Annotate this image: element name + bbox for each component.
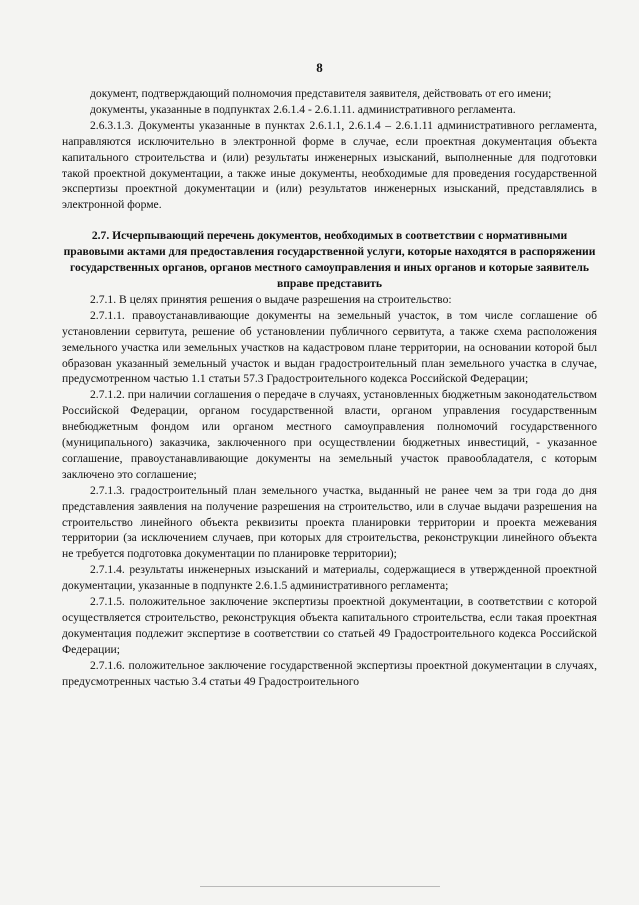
paragraph-2-7-1-4: 2.7.1.4. результаты инженерных изысканий и материалы, содержащиеся в утвержденной проектной документации, указанные в подпункте 2.6.1.5 административного регламента;: [62, 563, 597, 593]
section-gap: [62, 213, 597, 228]
paragraph-2-7-1-3: 2.7.1.3. градостроительный план земельного участка, выданный не ранее чем за три года до дня представления заявления на получение разрешения на строительство, или в случае выдачи разрешения на строительство линейного объекта реквизиты проекта планировки территории и проекта межевания территории (за исключением случаев, при которых для строительства, реконструкции линейного объекта не требуется подготовка документации по планировке территории);: [62, 483, 597, 561]
paragraph-2-7-1-6: 2.7.1.6. положительное заключение государственной экспертизы проектной документации в случаях, предусмотренных частью 3.4 статьи 49 Градостроительного: [62, 658, 597, 688]
paragraph-2-7-1-5: 2.7.1.5. положительное заключение экспертизы проектной документации, в соответствии с которой осуществляется строительство, реконструкция объекта капитального строительства, если такая проектная документация подлежит экспертизе в соответствии со статьей 49 Градостроительного кодекса Российской Федерации;: [62, 595, 597, 656]
scan-artifact-line: [200, 886, 440, 887]
paragraph-2-7-1-1: 2.7.1.1. правоустанавливающие документы на земельный участок, в том числе соглашение об установлении сервитута, решение об установлении публичного сервитута, а также схема расположения земельного участка или земельных участков на кадастровом плане территории, на основании которой был образован указанный земельный участок и выдан градостроительный план земельного участка в случае, предусмотренном частью 1.1 статьи 57.3 Градостроительного кодекса Российской Федерации;: [62, 308, 597, 386]
paragraph-representative-authority: документ, подтверждающий полномочия представителя заявителя, действовать от его имени;: [90, 87, 552, 100]
section-heading-2-7: 2.7. Исчерпывающий перечень документов, необходимых в соответствии с нормативными правовыми актами для предоставления государственной услуги, которые находятся в распоряжении государственных органов, органов местного самоуправления и иных органов и которые заявитель вправе представить: [63, 229, 596, 290]
paragraph-2-7-1: 2.7.1. В целях принятия решения о выдаче разрешения на строительство:: [90, 292, 452, 306]
document-body: [62, 86, 597, 690]
paragraph-documents-subpoints: документы, указанные в подпунктах 2.6.1.4 - 2.6.1.11. административного регламента.: [90, 102, 516, 116]
paragraph-2-6-3-1-3: 2.6.3.1.3. Документы указанные в пунктах 2.6.1.1, 2.6.1.4 – 2.6.1.11 административного регламента, направляются исключительно в электронной форме в случае, если проектная документация объекта капитального строительства и (или) результаты инженерных изысканий, выполненные для подготовки такой проектной документации, а также иные документы, необходимые для проведения государственной экспертизы проектной документации и (или) результатов инженерных изысканий, представлялись в электронной форме.: [62, 118, 597, 212]
paragraph-2-7-1-2: 2.7.1.2. при наличии соглашения о передаче в случаях, установленных бюджетным законодательством Российской Федерации, органом государственной власти, органом управления государственным внебюджетным фондом или органом местного самоуправления полномочий государственного (муниципального) заказчика, заключенного при осуществлении бюджетных инвестиций, - указанное соглашение, правоустанавливающие документы на земельный участок правообладателя, с которым заключено это соглашение;: [62, 388, 597, 481]
page-number: 8: [316, 60, 323, 75]
